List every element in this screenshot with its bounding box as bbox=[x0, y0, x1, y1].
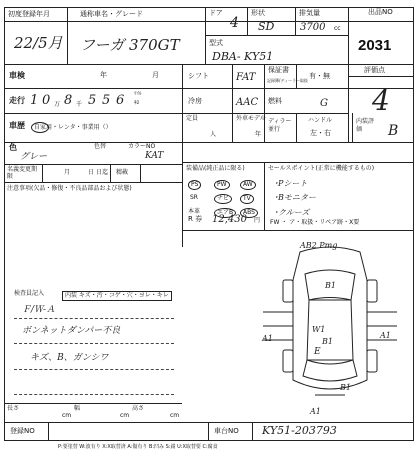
height-unit: cm bbox=[170, 412, 180, 419]
fuel-value: G bbox=[320, 98, 328, 109]
equip-abs-label: ABS bbox=[240, 208, 258, 218]
memo-date-label: 日迄 bbox=[96, 169, 109, 176]
r-ticket-value: 12,430 bbox=[212, 214, 247, 225]
mark-b1-top: B1 bbox=[325, 281, 336, 290]
equip-ps bbox=[188, 180, 201, 190]
doors-label: ドア bbox=[209, 9, 223, 17]
mark-a1-bottom: A1 bbox=[310, 407, 321, 416]
history-label: 車歴 bbox=[9, 121, 25, 130]
name-change-label: 名義変更期限 bbox=[7, 166, 38, 181]
shift-label: シフト bbox=[188, 72, 209, 80]
shift-value: FAT bbox=[236, 72, 256, 83]
color-value: グレー bbox=[20, 152, 48, 162]
equip-ps-label: PS bbox=[188, 180, 201, 190]
color-no-label: カラーNO bbox=[128, 143, 156, 150]
sales-item: ･Pシート bbox=[274, 179, 308, 188]
shaken-year: 年 bbox=[100, 71, 107, 79]
mileage-sep: 千 bbox=[76, 101, 83, 108]
history-circle-mark bbox=[31, 122, 49, 133]
mark-b1: B1 bbox=[322, 337, 333, 346]
vehicle-name-label: 通称車名・グレード bbox=[80, 10, 143, 18]
equip-navi bbox=[214, 194, 232, 204]
shaken-month: 月 bbox=[152, 71, 159, 79]
mileage-digit: 6 bbox=[116, 93, 125, 108]
inspection-note: キズ、B、ガンシワ bbox=[30, 353, 109, 363]
memo-month: 月 bbox=[64, 169, 71, 176]
inspection-options: 内装 キズ・汚・コゲ・穴・ヨレ・キレ bbox=[62, 291, 172, 301]
score-value: 4 bbox=[372, 84, 390, 117]
legend-line: P:要塗替 W:波有り X:X取替済 A:傷有り B:凹み S:錆 U:X取替要 C:腐食 bbox=[58, 444, 218, 450]
width-label: 幅 bbox=[74, 405, 81, 412]
memo-day: 日 bbox=[88, 169, 95, 176]
displacement-unit: cc bbox=[334, 25, 341, 32]
capacity-unit: 人 bbox=[210, 131, 217, 138]
r-ticket-unit: 円 bbox=[254, 217, 261, 224]
model-value: DBA- KY51 bbox=[212, 50, 274, 63]
equip-sr: SR bbox=[190, 194, 198, 201]
mileage-digit: 0 bbox=[42, 93, 51, 108]
color-change-label: 色替 bbox=[94, 143, 107, 150]
mileage-unit-bottom: ｷﾛ bbox=[134, 100, 140, 106]
shape-label: 形状 bbox=[251, 9, 265, 17]
inspection-note: ボンネットダンパー不良 bbox=[22, 326, 121, 336]
score-label: 評価点 bbox=[364, 66, 385, 74]
reg-date-value: 22/5月 bbox=[14, 34, 63, 52]
mark-w1: W1 bbox=[312, 325, 326, 334]
equip-airbag-label: エアB bbox=[214, 208, 236, 218]
sales-title: セールスポイント(正常に機能するもの) bbox=[268, 165, 375, 172]
ac-value: AAC bbox=[236, 97, 259, 108]
equip-navi-label: ナビ bbox=[214, 194, 232, 204]
chassis-value: KY51-203793 bbox=[262, 424, 337, 437]
sales-item: ･クルーズ bbox=[274, 208, 310, 217]
warranty-value: 有・無 bbox=[309, 72, 330, 80]
equipment-title: 装備品(純正品に限る) bbox=[186, 165, 245, 172]
displacement-value: 3700 bbox=[300, 22, 326, 33]
equip-leather: 本革 bbox=[188, 208, 201, 215]
car-diagram bbox=[255, 240, 405, 412]
sales-item: ･Bモニター bbox=[274, 193, 316, 202]
displacement-label: 排気量 bbox=[299, 9, 320, 17]
mileage-digit: 5 bbox=[88, 93, 97, 108]
reg-date-label: 初度登録年月 bbox=[8, 10, 50, 18]
mileage-digit: 5 bbox=[102, 93, 111, 108]
interior-value: B bbox=[388, 123, 399, 139]
mileage-unit-top: ﾏｲﾙ bbox=[134, 91, 142, 97]
height-label: 高さ bbox=[132, 405, 145, 412]
mileage-label: 走行 bbox=[9, 96, 25, 105]
doors-value: 4 bbox=[230, 15, 239, 31]
chassis-label: 車台NO bbox=[214, 427, 239, 435]
warranty-sub: 記録簿/ディーラー取扱 bbox=[267, 78, 309, 83]
mileage-digit: 1 bbox=[30, 93, 39, 108]
mileage-digit: 8 bbox=[64, 93, 73, 108]
model-label: 型式 bbox=[209, 39, 223, 47]
fuel-label: 燃料 bbox=[268, 97, 282, 105]
history-options bbox=[34, 125, 112, 131]
handle-value: 左・右 bbox=[310, 129, 331, 137]
capacity-label: 定員 bbox=[186, 115, 199, 122]
inspection-label: 検査員記入 bbox=[14, 290, 45, 297]
notes-label: 注意事項(欠品・修復・不良品部品および状態) bbox=[7, 185, 132, 192]
dealer-label: ディラー並行 bbox=[268, 118, 292, 133]
warranty-label: 保証書 bbox=[268, 66, 289, 74]
length-unit: cm bbox=[62, 412, 72, 419]
mark-a1-left: A1 bbox=[262, 334, 273, 343]
mark-e: E bbox=[314, 347, 321, 357]
mileage-sep: 万 bbox=[54, 101, 61, 108]
memo-detail-label: 精載 bbox=[116, 169, 129, 176]
handle-label: ハンドル bbox=[308, 117, 333, 124]
equip-tv-label: TV bbox=[240, 194, 254, 204]
history-options-text: 自家用・レンタ・事業用（） bbox=[34, 124, 112, 131]
equip-pw-label: PW bbox=[214, 180, 230, 190]
lot-number: 2031 bbox=[358, 37, 392, 54]
mark-a1-right: A1 bbox=[380, 331, 391, 340]
equip-aw-label: AW bbox=[240, 180, 256, 190]
mileage-digits bbox=[30, 92, 160, 110]
lot-header: 出品NO bbox=[368, 8, 393, 16]
mark-ab2: AB2 Pmg bbox=[300, 241, 338, 250]
r-ticket-label: R 券 bbox=[188, 215, 203, 223]
reg-no-label: 登録NO bbox=[10, 427, 35, 435]
inspection-note: Ｆ/Ｗ-Ａ bbox=[22, 305, 56, 315]
shaken-label: 車検 bbox=[9, 71, 25, 80]
ac-label: 冷房 bbox=[188, 97, 202, 105]
vehicle-name-value: フーガ 370GT bbox=[80, 36, 180, 54]
fw-line: FW ・ ア・取扱・リペア跡・X要 bbox=[270, 219, 360, 226]
length-label: 長さ bbox=[7, 405, 20, 412]
interior-label: 内装評価 bbox=[356, 118, 375, 133]
mark-b1-bottom: B1 bbox=[340, 383, 351, 392]
equip-pw bbox=[214, 180, 230, 190]
width-unit: cm bbox=[120, 412, 130, 419]
shape-value: SD bbox=[258, 20, 275, 33]
color-code: KAT bbox=[145, 151, 164, 161]
outer-model-unit: 年 bbox=[255, 131, 262, 138]
outer-model-label: 外車モデル bbox=[236, 115, 266, 122]
color-label: 色 bbox=[9, 143, 17, 152]
equip-aw bbox=[240, 180, 256, 190]
equip-tv bbox=[240, 194, 254, 204]
